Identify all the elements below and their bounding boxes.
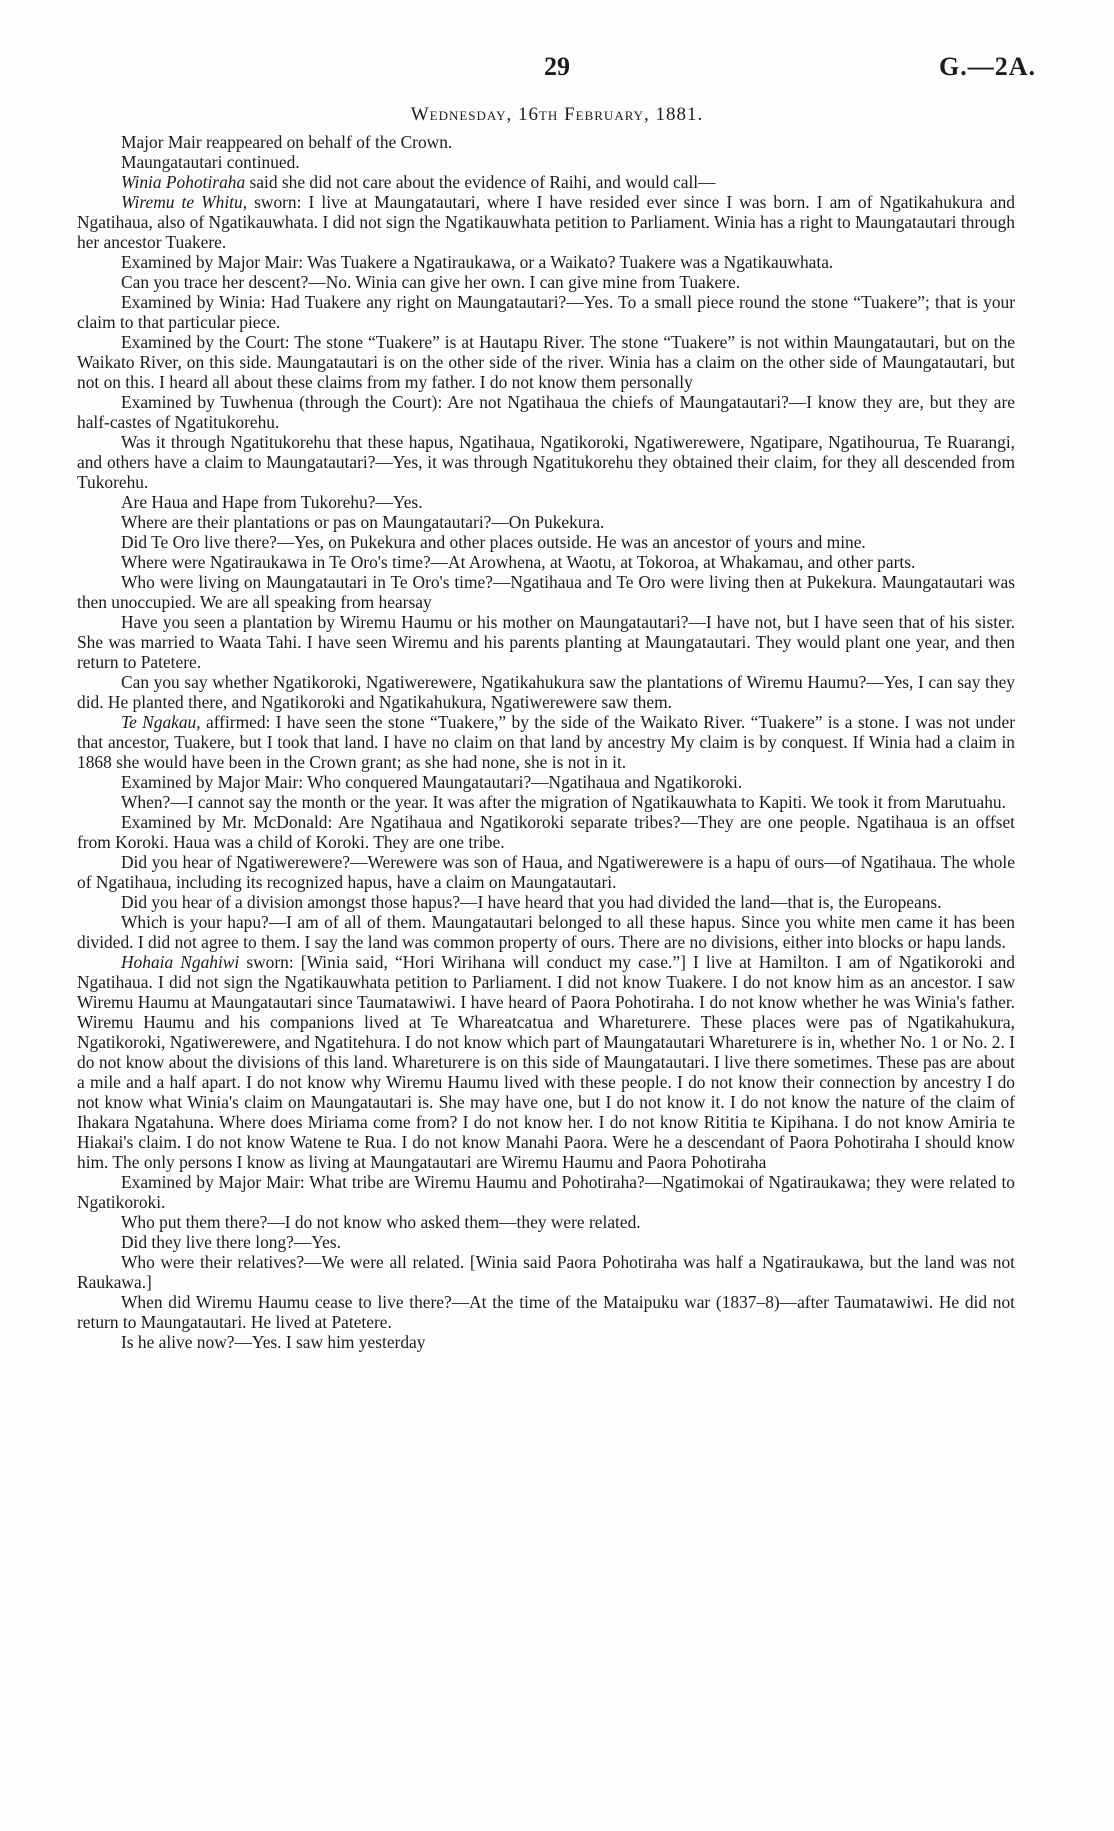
paragraph (77, 1232, 1015, 1252)
paragraph-text: Which is your hapu?—I am of all of them. Maungatautari belonged to all these hapus. Since you white men came it has been divided. I did not agree to them. I say the land was common property of ours. There are no divisions, either into blocks or hapu lands. (77, 912, 1015, 952)
paragraph-text: sworn: [Winia said, “Hori Wirihana will conduct my case.”] I live at Hamilton. I am of Ngatikoroki and Ngatihaua. I did not sign the Ngatikauwhata petition to Parliament. I did not know Tuakere. I do not know him as an ancestor. I saw Wiremu Haumu at Maungatautari since Taumatawiwi. I have heard of Paora Pohotiraha. I do not know whether he was Winia's father. Wiremu Haumu and his companions lived at Te Whareatcatua and Wharetureге. These places were pas of Ngatikahukura, Ngatikoroki, Ngatiwerewere, and Ngatitehura. I do not know which part of Maungatautari Wharetureге is in, whether No. 1 or No. 2. I do not know about the divisions of this land. Wharetureге is on this side of Maungatautari. I live there sometimes. These pas are about a mile and a half apart. I do not know why Wiremu Haumu lived with these people. I do not know their connection by ancestry I do not know what Winia's claim on Maungatautari is. She may have one, but I do not know it. I do not know the nature of the claim of Ihakara Ngatahuna. Where does Miriama come from? I do not know her. I do not know Rititia te Kipihana. I do not know Amiria te Hiakai's claim. I do not know Watene te Rua. I do not know Manahi Paora. Were he a descendant of Paora Pohotiraha I should know him. The only persons I know as living at Maungatautari are Wiremu Haumu and Paora Pohotiraha (77, 952, 1015, 1172)
paragraph-text: Did they live there long?—Yes. (121, 1232, 341, 1252)
paragraph (77, 152, 1015, 172)
paragraph-text: Major Mair reappeared on behalf of the Crown. (121, 132, 453, 152)
paragraph-text: Was it through Ngatitukorehu that these hapus, Ngatihaua, Ngatikoroki, Ngatiwerewere, Ngatipare, Ngatihourua, Te Ruarangi, and others have a claim to Maungatautari?—Yes, it was through Ngatitukorehu they obtained their claim, for they all descended from Tukorehu. (77, 432, 1015, 492)
paragraph (77, 392, 1015, 432)
paragraph-text: Examined by Major Mair: What tribe are Wiremu Haumu and Pohotiraha?—Ngatimokai of Ngatiraukawa; they were related to Ngatikoroki. (77, 1172, 1015, 1212)
paragraph-text: Examined by Major Mair: Was Tuakere a Ngatiraukawa, or a Waikato? Tuakere was a Ngatikauwhata. (121, 252, 834, 272)
paragraph-text: Examined by Major Mair: Who conquered Maungatautari?—Ngatihaua and Ngatikoroki. (121, 772, 743, 792)
paragraph-text: affirmed: I have seen the stone “Tuakere,” by the side of the Waikato River. “Tuakere” is a stone. I was not under that ancestor, Tuakere, but I took that land. I have no claim on that land by ancestry My claim is by conquest. If Winia had a claim in 1868 she would have been in the Crown grant; as she had none, she is not in it. (77, 712, 1015, 772)
paragraph-text: Examined by Mr. McDonald: Are Ngatihaua and Ngatikoroki separate tribes?—They are one people. Ngatihaua is an offset from Koroki. Haua was a child of Koroki. They are one tribe. (77, 812, 1015, 852)
paragraph-text: Examined by Tuwhenua (through the Court): Are not Ngatihaua the chiefs of Maungatautari?—I know they are, but they are half-castes of Ngatitukorehu. (77, 392, 1015, 432)
paragraph (77, 1212, 1015, 1232)
paragraph-text: Examined by Winia: Had Tuakere any right on Maungatautari?—Yes. To a small piece round the stone “Tuakere”; that is your claim to that particular piece. (77, 292, 1015, 332)
date-heading: Wednesday, 16th February, 1881. (410, 104, 704, 125)
paragraph-text: Who put them there?—I do not know who asked them—they were related. (121, 1212, 641, 1232)
paragraph-text: Examined by the Court: The stone “Tuakere” is at Hautapu River. The stone “Tuakere” is not within Maungatautari, but on the Waikato River, on this side. Maungatautari is on the other side of the river. Winia has a claim on the other side of Maungatautari, but not on this. I heard all about these claims from my father. I do not know them personally (77, 332, 1015, 392)
paragraph (77, 432, 1015, 492)
paragraph (77, 132, 1015, 152)
paragraph (77, 1292, 1015, 1332)
paragraph-text: When?—I cannot say the month or the year. It was after the migration of Ngatikauwhata to Kapiti. We took it from Marutuahu. (121, 792, 1006, 812)
paragraph-text: Did you hear of a division amongst those hapus?—I have heard that you had divided the land—that is, the Europeans. (121, 892, 942, 912)
paragraph (77, 612, 1015, 672)
paragraph (77, 712, 1015, 772)
paragraph-text: Did you hear of Ngatiwerewere?—Werewere was son of Haua, and Ngatiwerewere is a hapu of ours—of Ngatihaua. The whole of Ngatihaua, including its recognized hapus, have a claim on Maungatautari. (77, 852, 1015, 892)
paragraph-text: Who were their relatives?—We were all related. [Winia said Paora Pohotiraha was half a Ngatiraukawa, but the land was not Raukawa.] (77, 1252, 1015, 1292)
paragraph (77, 1252, 1015, 1292)
paragraph (77, 1332, 1015, 1352)
paragraph (77, 1172, 1015, 1212)
paragraph-text: Where were Ngatiraukawa in Te Oro's time?—At Arowhena, at Waotu, at Tokoroa, at Whakamau, and other parts. (121, 552, 916, 572)
witness-name: Hohaia Ngahiwi (121, 952, 240, 972)
paragraph (77, 792, 1015, 812)
paragraph (77, 272, 1015, 292)
paragraph-text: Did Te Oro live there?—Yes, on Pukekura and other places outside. He was an ancestor of yours and mine. (121, 532, 866, 552)
paragraph (77, 572, 1015, 612)
witness-name: Te Ngakau, (121, 712, 201, 732)
paragraph (77, 772, 1015, 792)
paragraph (77, 252, 1015, 272)
page-number: 29 (544, 52, 570, 81)
document-code: G.—2A. (939, 52, 1036, 81)
paragraph-text: said she did not care about the evidence of Raihi, and would call— (245, 172, 716, 192)
paragraph (77, 812, 1015, 852)
paragraph-text: Can you say whether Ngatikoroki, Ngatiwerewere, Ngatikahukura saw the plantations of Wiremu Haumu?—Yes, I can say they did. He planted there, and Ngatikoroki and Ngatikahukura, Ngatiwerewere saw them. (77, 672, 1015, 712)
paragraph-text: Maungatautari continued. (121, 152, 300, 172)
paragraph (77, 332, 1015, 392)
paragraph (77, 512, 1015, 532)
paragraph-text: Who were living on Maungatautari in Te Oro's time?—Ngatihaua and Te Oro were living then at Pukekura. Maungatautari was then unoccupied. We are all speaking from hearsay (77, 572, 1015, 612)
paragraph-text: Have you seen a plantation by Wiremu Haumu or his mother on Maungatautari?—I have not, but I have seen that of his sister. She was married to Waata Tahi. I have seen Wiremu and his parents planting at Maungatautari. They would plant one year, and then return to Patetere. (77, 612, 1015, 672)
body-text (77, 132, 1015, 1352)
paragraph (77, 912, 1015, 952)
witness-name: Wiremu te Whitu, (121, 192, 248, 212)
paragraph (77, 532, 1015, 552)
paragraph (77, 852, 1015, 892)
paragraph (77, 172, 1015, 192)
paragraph (77, 192, 1015, 252)
paragraph (77, 552, 1015, 572)
paragraph-text: Where are their plantations or pas on Maungatautari?—On Pukekura. (121, 512, 605, 532)
paragraph-text: Can you trace her descent?—No. Winia can give her own. I can give mine from Tuakere. (121, 272, 741, 292)
paragraph-text: Are Haua and Hape from Tukorehu?—Yes. (121, 492, 423, 512)
paragraph (77, 292, 1015, 332)
witness-name: Winia Pohotiraha (121, 172, 246, 192)
paragraph-text: When did Wiremu Haumu cease to live there?—At the time of the Mataipuku war (1837–8)—after Taumatawiwi. He did not return to Maungatautari. He lived at Patetere. (77, 1292, 1015, 1332)
paragraph (77, 492, 1015, 512)
paragraph-text: sworn: I live at Maungatautari, where I have resided ever since I was born. I am of Ngatikahukura and Ngatihaua, also of Ngatikauwhata. I did not sign the Ngatikauwhata petition to Parliament. Winia has a right to Maungatautari through her ancestor Tuakere. (77, 192, 1015, 252)
paragraph-text: Is he alive now?—Yes. I saw him yesterday (121, 1332, 426, 1352)
paragraph (77, 892, 1015, 912)
paragraph (77, 952, 1015, 1172)
paragraph (77, 672, 1015, 712)
